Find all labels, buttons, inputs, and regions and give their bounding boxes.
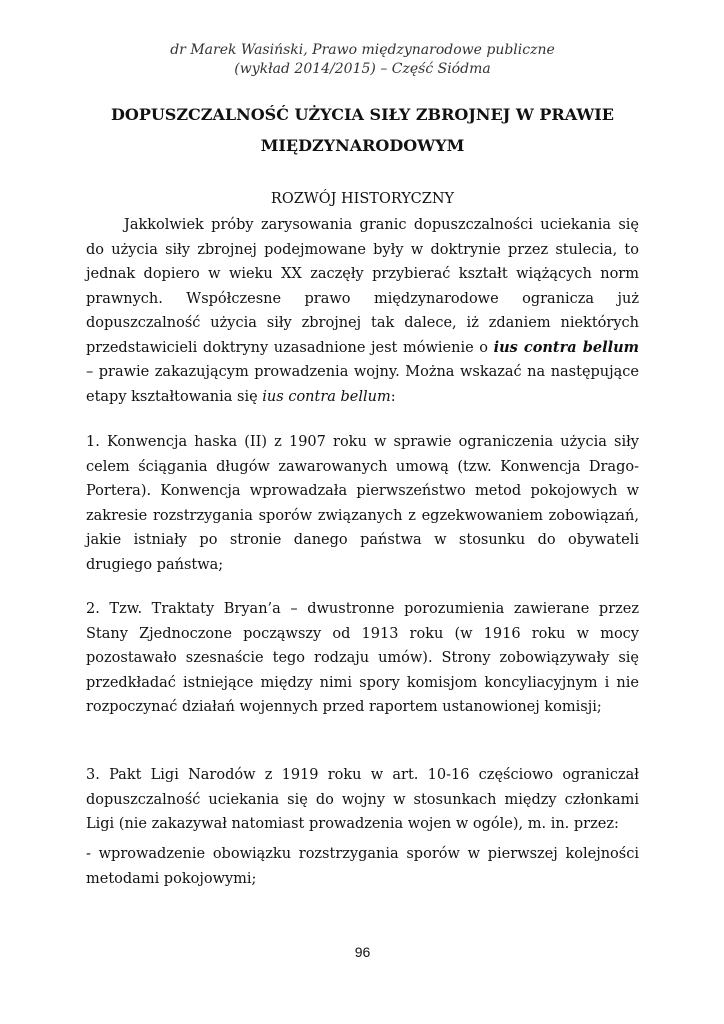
list-item-3-sub: - wprowadzenie obowiązku rozstrzygania sporów w pierwszej kolejności metodami pokojowymi; [86,846,639,887]
intro-text-2: – prawie zakazującym prowadzenia wojny. Można wskazać na następujące etapy kształtowania się [86,364,639,405]
intro-term-italic: ius contra bellum [262,388,391,405]
intro-text-1: Jakkolwiek próby zarysowania granic dopuszczalności uciekania się do użycia siły zbrojnej podejmowane były w doktrynie przez stulecia, to jednak dopiero w wieku XX zaczęły przybierać kształt wiążących norm prawnych. Współczesne prawo międzynarodowe ogranicza już dopuszczalność użycia siły zbrojnej tak dalece, iż zdaniem niektórych przedstawicieli doktryny uzasadnione jest mówienie o [86,217,639,356]
header-line-1: dr Marek Wasiński, Prawo międzynarodowe publiczne [170,42,555,58]
section-heading: ROZWÓJ HISTORYCZNY [270,191,455,207]
intro-text-3: : [390,388,396,405]
document-page [86,0,639,1024]
intro-term-bold: ius contra bellum [493,338,639,356]
list-item-3: 3. Pakt Ligi Narodów z 1919 roku w art. 10-16 częściowo ograniczał dopuszczalność uciekania się do wojny w stosunkach między członkami Ligi (nie zakazywał natomiast prowadzenia wojen w ogóle), m. in. przez: [86,767,639,832]
intro-paragraph [86,213,639,409]
running-header [86,41,639,79]
list-item-2: 2. Tzw. Traktaty Bryan’a – dwustronne porozumienia zawierane przez Stany Zjednoczone począwszy od 1913 roku (w 1916 roku w mocy pozostawało szesnaście tego rodzaju umów). Strony zobowiązywały się przedkładać istniejące między nimi spory komisjom koncyliacyjnym i nie rozpoczynać działań wojennych przed raportem ustanowionej komisji; [86,601,639,715]
header-line-2: (wykład 2014/2015) – Część Siódma [234,61,491,77]
document-title [86,99,639,161]
list-item-1: 1. Konwencja haska (II) z 1907 roku w sprawie ograniczenia użycia siły celem ściągania długów zawarowanych umową (tzw. Konwencja Drago-Portera). Konwencja wprowadzała pierwszeństwo metod pokojowych w zakresie rozstrzygania sporów związanych z egzekwowaniem zobowiązań, jakie istniały po stronie danego państwa w stosunku do obywateli drugiego państwa; [86,434,639,573]
page-number: 96 [354,944,371,960]
title-line-1: DOPUSZCZALNOŚĆ UŻYCIA SIŁY ZBROJNEJ W PRAWIE [111,105,614,124]
title-line-2: MIĘDZYNARODOWYM [260,136,465,155]
